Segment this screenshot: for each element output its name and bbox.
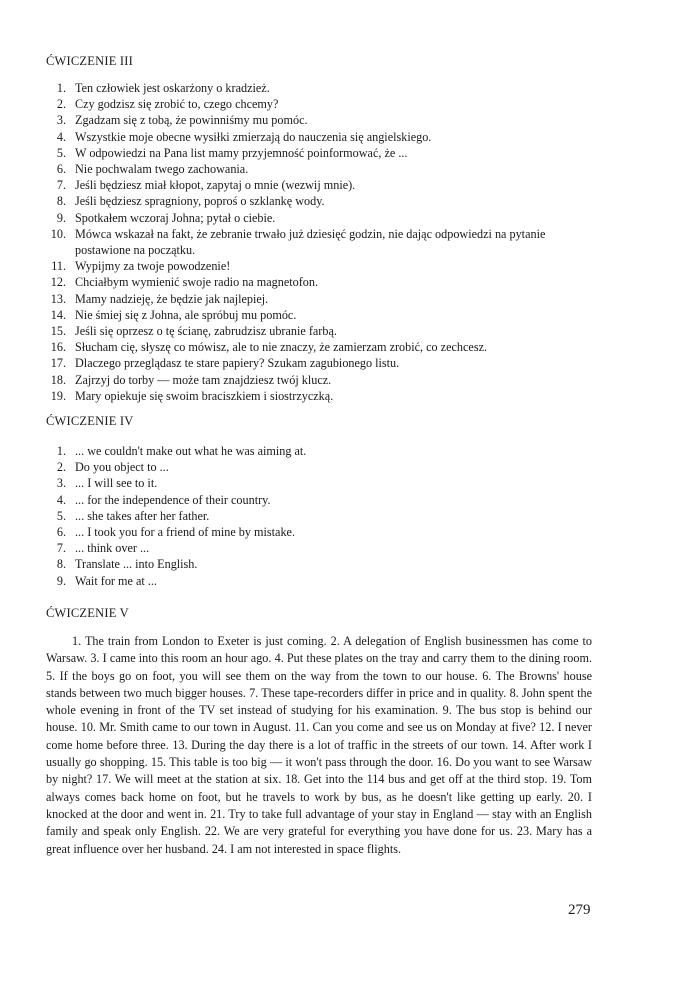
item-number: 7. bbox=[56, 178, 66, 193]
exercise-3-list bbox=[46, 80, 591, 404]
item-number: 9. bbox=[56, 210, 66, 225]
exercise-5-paragraph: 1. The train from London to Exeter is just coming. 2. A delegation of English businessmen has come to Warsaw. 3. I came into this room an hour ago. 4. Put these plates on the tray and carry them to the dining room. 5. If the boys go on foot, you will see them on the way from the town to our house. 6. The Browns' house stands between two much bigger houses. 7. These tape-recorders differ in price and in quality. 8. John spent the whole evening in front of the TV set instead of studying for his examination. 9. The bus stop is behind our house. 10. Mr. Smith came to our town in August. 11. Can you come and see us on Monday at five? 12. I never come home before three. 13. During the day there is a lot of traffic in the streets of our town. 14. After work I usually go shopping. 15. This table is too big — it won't pass through the door. 16. Do you want to see Warsaw by night? 17. We will meet at the station at six. 18. Get into the 114 bus and get off at the third stop. 19. Tom always comes back home on foot, but he travels to work by bus, as he doesn't like getting up early. 20. I knocked at the door and went in. 21. Try to take full advantage of your stay in England — stay with an English family and speak only English. 22. We are very grateful for everything you have done for us. 23. Mary has a great influence over her husband. 24. I am not interested in space flights. bbox=[46, 634, 592, 856]
item-text: Dlaczego przeglądasz te stare papiery? Szukam zagubionego listu. bbox=[75, 356, 400, 371]
item-text: Mówca wskazał na fakt, że zebranie trwało już dziesięć godzin, nie dając odpowiedzi na pytanie postawione na początku. bbox=[75, 226, 546, 258]
item-number: 10. bbox=[50, 226, 66, 241]
item-number: 2. bbox=[56, 460, 66, 475]
item-text: Ten człowiek jest oskarżony o kradzież. bbox=[75, 81, 270, 95]
exercise-4-list bbox=[46, 443, 591, 589]
list-item bbox=[46, 193, 591, 209]
item-text: Zgadzam się z tobą, że powinniśmy mu pomóc. bbox=[75, 113, 308, 128]
list-item bbox=[46, 339, 591, 355]
item-text: Zajrzyj do torby — może tam znajdziesz twój klucz. bbox=[75, 372, 332, 387]
list-item bbox=[46, 112, 591, 128]
item-text: Spotkałem wczoraj Johna; pytał o ciebie. bbox=[75, 210, 276, 225]
list-item bbox=[46, 443, 591, 459]
item-text: Chciałbym wymienić swoje radio na magnetofon. bbox=[75, 275, 319, 290]
list-item bbox=[46, 129, 591, 145]
item-number: 2. bbox=[56, 97, 66, 112]
list-item bbox=[46, 161, 591, 177]
list-item bbox=[46, 355, 591, 371]
list-item bbox=[46, 459, 591, 475]
item-number: 15. bbox=[50, 324, 66, 339]
item-number: 5. bbox=[56, 145, 66, 160]
item-text: Wait for me at ... bbox=[75, 573, 157, 588]
list-item bbox=[46, 258, 591, 274]
exercise-3-heading: ĆWICZENIE III bbox=[46, 54, 133, 68]
item-text: Jeśli się oprzesz o tę ścianę, zabrudzisz ubranie farbą. bbox=[75, 324, 337, 339]
exercise-4-heading: ĆWICZENIE IV bbox=[46, 414, 134, 428]
item-text: ... think over ... bbox=[75, 541, 150, 556]
list-item bbox=[46, 508, 591, 524]
item-text: Do you object to ... bbox=[75, 460, 169, 475]
item-number: 6. bbox=[56, 525, 66, 540]
item-number: 6. bbox=[56, 162, 66, 177]
list-item bbox=[46, 475, 591, 491]
item-number: 13. bbox=[50, 291, 66, 306]
list-item bbox=[46, 145, 591, 161]
item-text: Słucham cię, słyszę co mówisz, ale to nie znaczy, że zamierzam zrobić, co zechcesz. bbox=[75, 340, 488, 355]
item-number: 18. bbox=[50, 372, 66, 387]
list-item bbox=[46, 274, 591, 290]
list-item bbox=[46, 226, 591, 258]
item-text: Nie śmiej się z Johna, ale spróbuj mu pomóc. bbox=[75, 307, 297, 322]
item-number: 3. bbox=[56, 113, 66, 128]
item-number: 12. bbox=[50, 275, 66, 290]
list-item bbox=[46, 556, 591, 572]
item-text: Jeśli będziesz spragniony, poproś o szklankę wody. bbox=[75, 194, 325, 209]
item-number: 5. bbox=[56, 508, 66, 523]
item-text: ... she takes after her father. bbox=[75, 508, 210, 523]
list-item bbox=[46, 388, 591, 404]
item-text: ... we couldn't make out what he was aiming at. bbox=[75, 444, 307, 458]
item-text: Czy godzisz się zrobić to, czego chcemy? bbox=[75, 97, 279, 112]
item-text: Mamy nadzieję, że będzie jak najlepiej. bbox=[75, 291, 269, 306]
item-text: Wypijmy za twoje powodzenie! bbox=[75, 259, 231, 274]
item-text: Translate ... into English. bbox=[75, 557, 198, 572]
item-number: 14. bbox=[50, 307, 66, 322]
item-number: 19. bbox=[50, 388, 66, 403]
list-item bbox=[46, 573, 591, 589]
list-item bbox=[46, 177, 591, 193]
list-item bbox=[46, 372, 591, 388]
exercise-5-heading: ĆWICZENIE V bbox=[46, 606, 129, 620]
item-number: 7. bbox=[56, 541, 66, 556]
item-text: ... for the independence of their country. bbox=[75, 492, 271, 507]
item-text: Nie pochwalam twego zachowania. bbox=[75, 162, 249, 177]
item-number: 16. bbox=[50, 340, 66, 355]
item-number: 17. bbox=[50, 356, 66, 371]
item-number: 1. bbox=[56, 81, 66, 95]
item-number: 11. bbox=[51, 259, 66, 274]
page-number: 279 bbox=[568, 902, 591, 918]
list-item bbox=[46, 291, 591, 307]
item-number: 1. bbox=[56, 444, 66, 458]
item-text: Wszystkie moje obecne wysiłki zmierzają do nauczenia się angielskiego. bbox=[75, 129, 432, 144]
list-item bbox=[46, 307, 591, 323]
list-item bbox=[46, 540, 591, 556]
item-text: ... I took you for a friend of mine by mistake. bbox=[75, 525, 295, 540]
list-item bbox=[46, 96, 591, 112]
item-number: 8. bbox=[56, 557, 66, 572]
list-item bbox=[46, 323, 591, 339]
item-text: Jeśli będziesz miał kłopot, zapytaj o mnie (wezwij mnie). bbox=[75, 178, 356, 193]
item-text: W odpowiedzi na Pana list mamy przyjemność poinformować, że ... bbox=[75, 145, 408, 160]
list-item bbox=[46, 210, 591, 226]
item-number: 8. bbox=[56, 194, 66, 209]
item-number: 9. bbox=[56, 573, 66, 588]
item-number: 3. bbox=[56, 476, 66, 491]
list-item bbox=[46, 492, 591, 508]
item-text: Mary opiekuje się swoim braciszkiem i siostrzyczką. bbox=[75, 388, 334, 403]
list-item bbox=[46, 80, 591, 96]
item-number: 4. bbox=[56, 129, 66, 144]
item-text: ... I will see to it. bbox=[75, 476, 158, 491]
item-number: 4. bbox=[56, 492, 66, 507]
list-item bbox=[46, 524, 591, 540]
